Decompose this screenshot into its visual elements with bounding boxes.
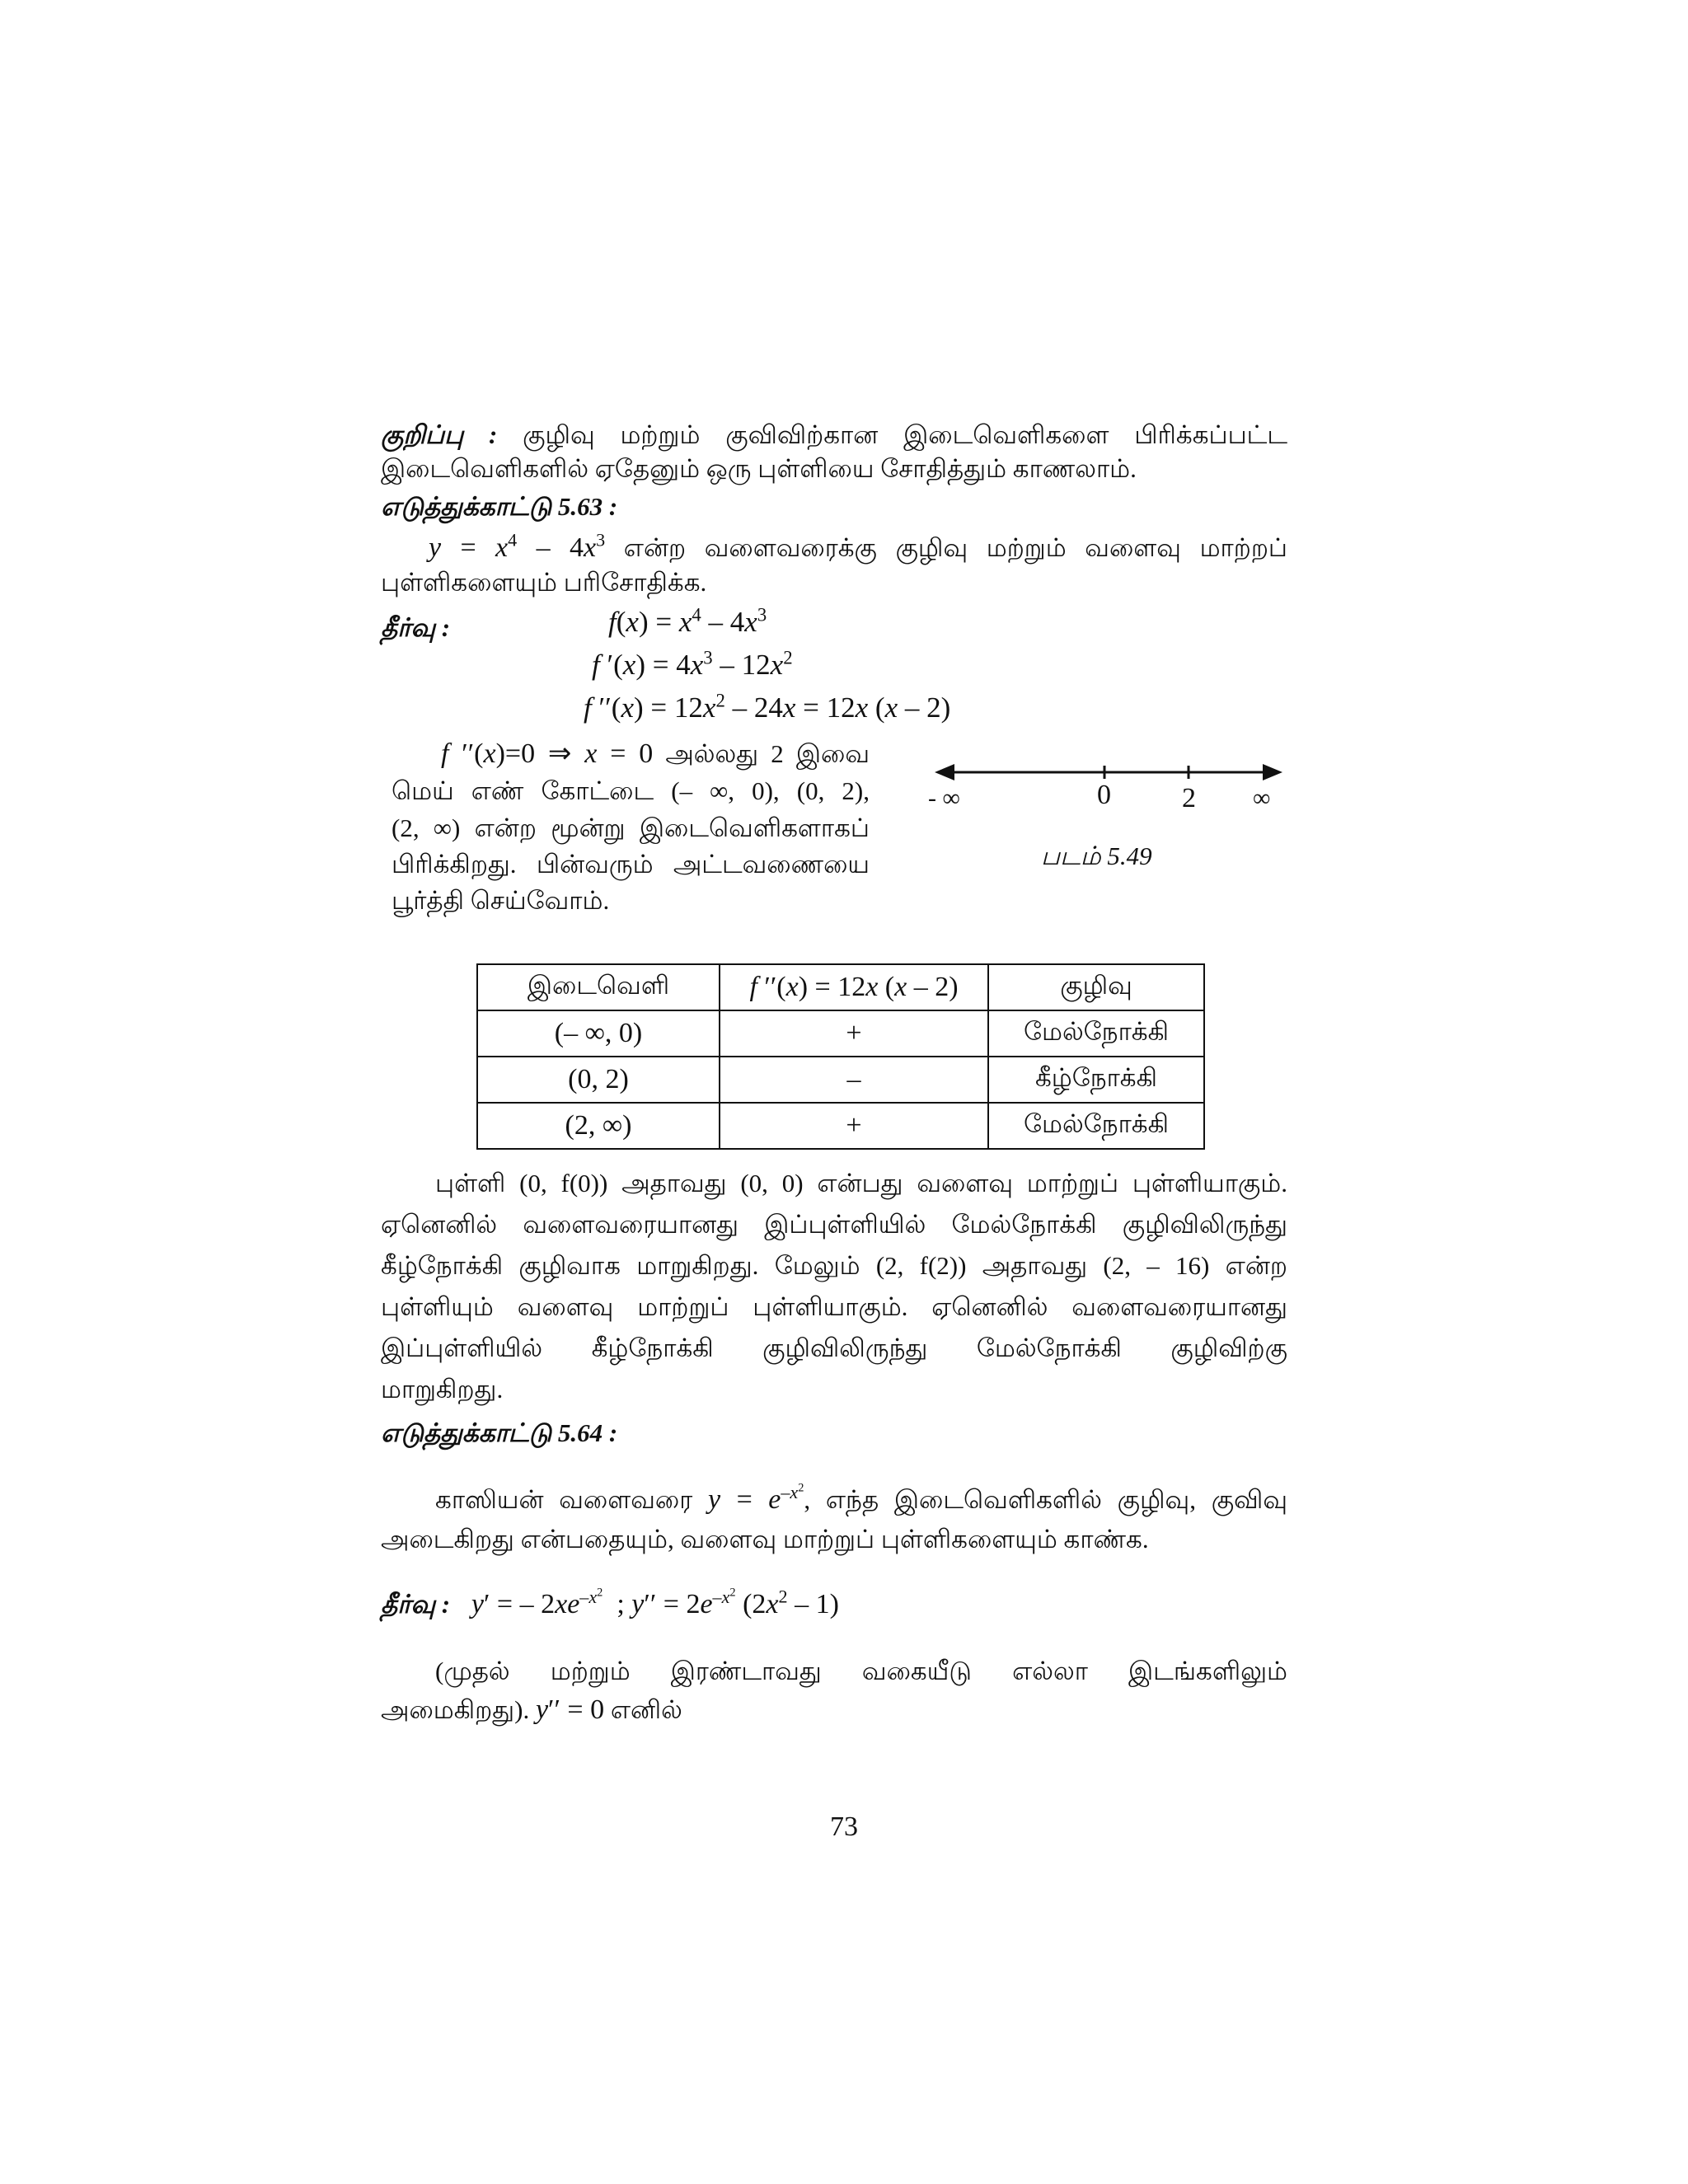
table-header-row xyxy=(477,964,1204,1010)
para-line-2: ஏனெனில் வளைவரையானது இப்புள்ளியில் மேல்நோக்கி குழிவிலிருந்து xyxy=(381,1210,1287,1239)
table-cell: (0, 2) xyxy=(477,1057,720,1103)
number-line-figure xyxy=(931,754,1294,812)
table-header-concavity: குழிவு xyxy=(988,964,1204,1010)
equation-gaussian: $y = e^{-x^2}$ xyxy=(707,1481,804,1515)
para-line-5: இப்புள்ளியில் கீழ்நோக்கி குழிவிலிருந்து மேல்நோக்கி குழிவிற்கு xyxy=(381,1333,1287,1362)
figure-caption: படம் 5.49 xyxy=(1041,841,1152,870)
table-row xyxy=(477,1010,1204,1057)
table-row xyxy=(477,1057,1204,1103)
figure-label-neg-inf: - ∞ xyxy=(928,785,960,812)
concavity-table xyxy=(476,963,1205,1150)
side-text-1: அல்லது 2 இவை xyxy=(665,739,870,768)
side-line-3: (2, ∞) என்ற மூன்று இடைவெளிகளாகப் xyxy=(392,813,870,842)
figure-label-2: 2 xyxy=(1182,783,1196,813)
example2-line-b xyxy=(381,1690,682,1731)
example2-question-line-2: அடைகிறது என்பதையும், வளைவு மாற்றுப் புள்ளிகளையும் காண்க. xyxy=(381,1525,1149,1554)
table-header-second-derivative: f ′′(x) = 12x (x – 2) xyxy=(720,964,988,1010)
example2-solution-line xyxy=(381,1584,839,1625)
table-cell: மேல்நோக்கி xyxy=(988,1103,1204,1149)
equation-f-prime: f $'(x) = 4x^3 - 12x^2$ xyxy=(592,647,793,681)
equation-ypp-zero: y′′ = 0 xyxy=(535,1694,605,1725)
note-label: குறிப்பு : xyxy=(381,420,498,449)
table-cell: + xyxy=(720,1103,988,1149)
example1-question-text: என்ற வளைவரைக்கு குழிவு மற்றும் வளைவு மாற்றப் xyxy=(623,533,1287,562)
example2-line-a: (முதல் மற்றும் இரண்டாவது வகையீடு எல்லா இடங்களிலும் xyxy=(435,1657,1287,1685)
table-row xyxy=(477,1103,1204,1149)
equation-f-double-prime: f $''(x) = 12x^2 - 24x = 12x$ (x – 2) xyxy=(584,690,951,724)
para-line-6: மாறுகிறது. xyxy=(381,1375,504,1404)
example2-question-part-1: காஸியன் வளைவரை xyxy=(435,1485,693,1514)
example2-question-part-2: , எந்த இடைவெளிகளில் குழிவு, குவிவு xyxy=(804,1485,1287,1514)
table-cell: கீழ்நோக்கி xyxy=(988,1057,1204,1103)
equation-y-derivatives: y′ = – $2xe^{-x^2}$ ; $y'' = 2e^{-x^2}$ $(2x^2 - 1)$ xyxy=(471,1586,839,1619)
side-line-2: மெய் எண் கோட்டை (– ∞, 0), (0, 2), xyxy=(392,776,870,805)
example-heading-564: எடுத்துக்காட்டு 5.64 : xyxy=(381,1418,618,1447)
equation-fx: $f(x) = x^4 - 4x^3$ xyxy=(608,604,767,638)
example2-line-b-tail: எனில் xyxy=(610,1695,682,1724)
table-header-interval: இடைவெளி xyxy=(477,964,720,1010)
figure-label-inf: ∞ xyxy=(1253,785,1271,812)
solution-label-2: தீர்வு : xyxy=(381,1590,451,1619)
table-cell: (– ∞, 0) xyxy=(477,1010,720,1057)
table-cell: + xyxy=(720,1010,988,1057)
side-line-4: பிரிக்கிறது. பின்வரும் அட்டவணையை xyxy=(392,850,870,879)
solution-label-1: தீர்வு : xyxy=(381,613,451,642)
figure-label-0: 0 xyxy=(1097,780,1111,810)
equation-y: $y = x^4 - 4x^3$ xyxy=(429,529,606,563)
equation-fpp-zero: f ′′(x)=0 ⇒ x = 0 xyxy=(441,738,654,769)
example2-line-b-text: அமைகிறது). xyxy=(381,1695,530,1724)
note-text-1: குழிவு மற்றும் குவிவிற்கான இடைவெளிகளை பிரிக்கப்பட்ட xyxy=(523,420,1288,449)
para-line-3: கீழ்நோக்கி குழிவாக மாறுகிறது. மேலும் (2, f(2)) அதாவது (2, – 16) என்ற xyxy=(381,1251,1287,1280)
side-line-1 xyxy=(441,733,870,775)
side-line-5: பூர்த்தி செய்வோம். xyxy=(392,886,610,915)
note-line-2: இடைவெளிகளில் ஏதேனும் ஒரு புள்ளியை சோதித்தும் காணலாம். xyxy=(381,454,1137,483)
para-line-4: புள்ளியும் வளைவு மாற்றுப் புள்ளியாகும். ஏனெனில் வளைவரையானது xyxy=(381,1292,1287,1321)
table-cell: – xyxy=(720,1057,988,1103)
para-line-1: புள்ளி (0, f(0)) அதாவது (0, 0) என்பது வளைவு மாற்றுப் புள்ளியாகும். xyxy=(435,1169,1287,1197)
table-cell: (2, ∞) xyxy=(477,1103,720,1149)
page-number: 73 xyxy=(830,1811,858,1842)
table-cell: மேல்நோக்கி xyxy=(988,1010,1204,1057)
example2-question-line-1 xyxy=(435,1479,1287,1521)
example-heading-563: எடுத்துக்காட்டு 5.63 : xyxy=(381,492,618,521)
example1-question-line-2: புள்ளிகளையும் பரிசோதிக்க. xyxy=(381,568,707,597)
